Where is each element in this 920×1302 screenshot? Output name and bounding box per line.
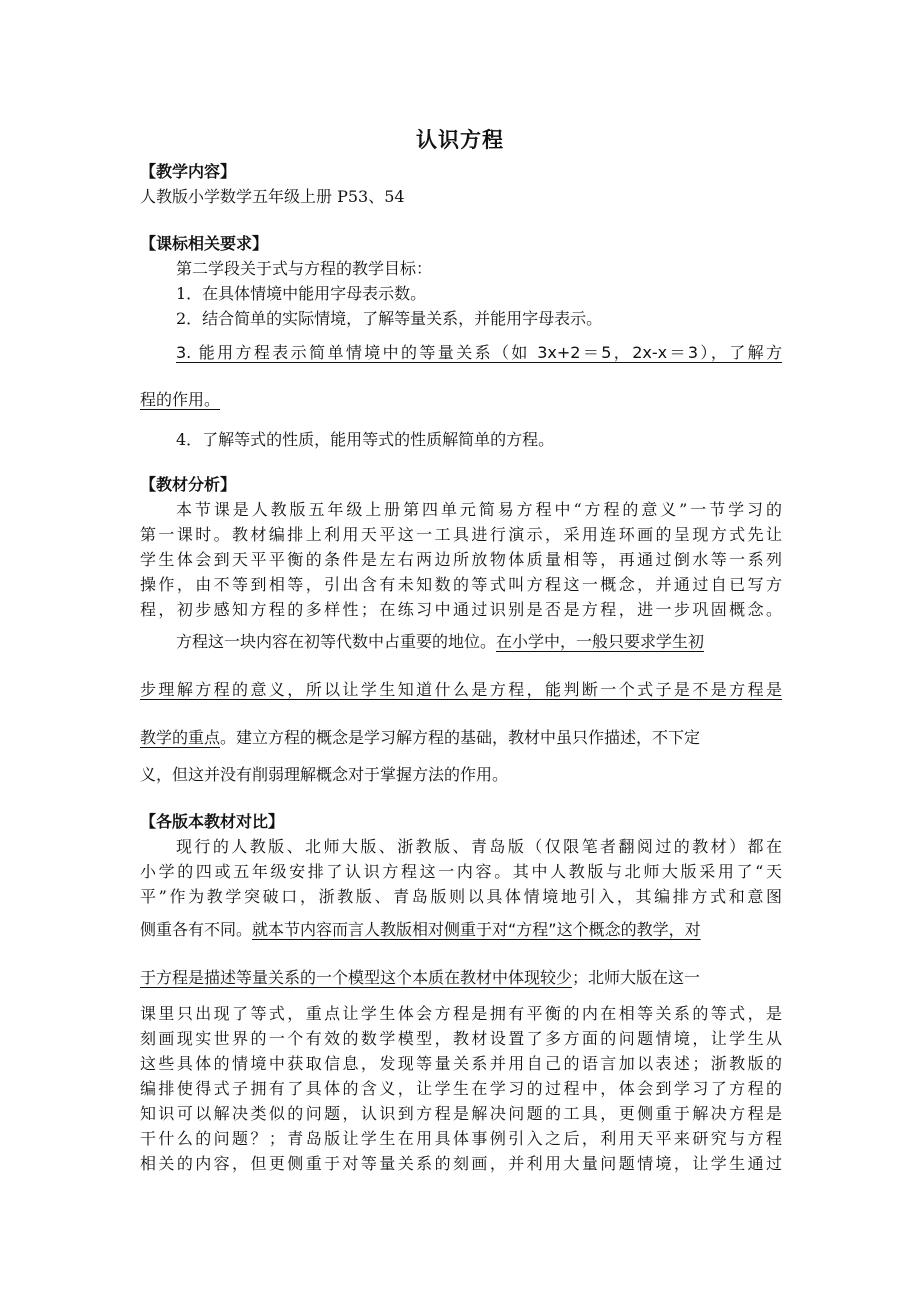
text-segment-underlined: 在小学中，一般只要求学生初: [496, 632, 705, 651]
text-line: 本节课是人教版五年级上册第四单元简易方程中“方程的意义”一节学习的: [176, 500, 782, 519]
text-line: [140, 728, 782, 748]
text-segment-underlined: 于方程是描述等量关系的一个模型这个本质在教材中体现较少: [140, 968, 573, 987]
text-line: 编排使得式子拥有了具体的含义，让学生在学习的过程中，体会到学习了方程的: [140, 1079, 782, 1098]
text-segment-underlined: 就本节内容而言人教版相对侧重于对“方程”这个概念的教学，对: [252, 920, 701, 939]
text-line: 刻画现实世界的一个有效的数学模型，教材设置了多方面的问题情境，让学生从: [140, 1029, 782, 1048]
heading-version-comparison: 【各版本教材对比】: [140, 812, 285, 831]
text-line: 现行的人教版、北师大版、浙教版、青岛版（仅限笔者翻阅过的教材）都在: [176, 837, 782, 856]
list-item: 1．在具体情境中能用字母表示数。: [176, 284, 427, 303]
text-line: 学生体会到天平平衡的条件是左右两边所放物体质量相等，再通过倒水等一系列: [140, 550, 782, 569]
text-line: [140, 968, 700, 988]
text-segment: 方程这一块内容在初等代数中占重要的地位。: [176, 632, 497, 651]
text-line: 人教版小学数学五年级上册 P53、54: [140, 187, 405, 206]
text-segment: ；北师大版在这一: [572, 968, 701, 987]
list-item: 2．结合简单的实际情境，了解等量关系，并能用字母表示。: [176, 309, 603, 328]
heading-curriculum-requirements: 【课标相关要求】: [140, 234, 269, 253]
text-line: 课里只出现了等式，重点让学生体会方程是拥有平衡的内在相等关系的等式，是: [140, 1004, 782, 1023]
text-line: 小学的四或五年级安排了认识方程这一内容。其中人教版与北师大版采用了“天: [140, 862, 782, 881]
heading-teaching-content: 【教学内容】: [140, 162, 237, 181]
text-line: 知识可以解决类似的问题，认识到方程是解决问题的工具，更侧重于解决方程是: [140, 1104, 782, 1123]
text-line: 操作，由不等到相等，引出含有未知数的等式叫方程这一概念，并通过自已写方: [140, 575, 782, 594]
text-line: 干什么的问题？；青岛版让学生在用具体事例引入之后，利用天平来研究与方程: [140, 1129, 782, 1148]
text-line: [140, 920, 701, 940]
text-line-underlined: 步理解方程的意义，所以让学生知道什么是方程，能判断一个式子是不是方程是: [140, 680, 782, 699]
text-line: 义，但这并没有削弱理解概念对于掌握方法的作用。: [140, 765, 509, 784]
text-line: [176, 632, 704, 652]
text-line: 程，初步感知方程的多样性；在练习中通过识别是否是方程，进一步巩固概念。: [140, 600, 782, 619]
text-segment: 。建立方程的概念是学习解方程的基础，教材中虽只作描述，不下定: [220, 728, 701, 747]
list-item-underlined: 3. 能用方程表示简单情境中的等量关系（如 3x+2＝5，2x-x＝3），了解方: [176, 343, 782, 362]
page-title: 认识方程: [416, 128, 504, 152]
list-item-underlined-continued: 程的作用。: [140, 390, 221, 409]
text-line: 平”作为教学突破口，浙教版、青岛版则以具体情境地引入，其编排方式和意图: [140, 887, 782, 906]
text-line: 第一课时。教材编排上利用天平这一工具进行演示，采用连环画的呈现方式先让: [140, 525, 782, 544]
text-segment-underlined: 教学的重点: [140, 728, 221, 747]
text-segment: 侧重各有不同。: [140, 920, 253, 939]
heading-material-analysis: 【教材分析】: [140, 475, 237, 494]
text-line: 这些具体的情境中获取信息，发现等量关系并用自己的语言加以表述；浙教版的: [140, 1054, 782, 1073]
text-line: 第二学段关于式与方程的教学目标：: [176, 259, 433, 278]
list-item: 4．了解等式的性质，能用等式的性质解简单的方程。: [176, 430, 555, 449]
text-line: 相关的内容，但更侧重于对等量关系的刻画，并利用大量问题情境，让学生通过: [140, 1154, 782, 1173]
